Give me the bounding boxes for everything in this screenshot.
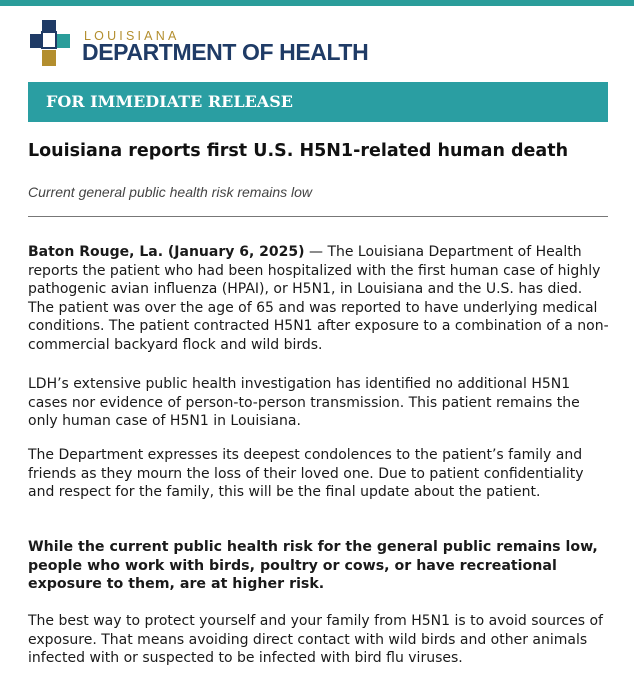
article-subhead: Current general public health risk remains low (28, 184, 313, 200)
article-headline: Louisiana reports first U.S. H5N1-related human death (28, 141, 569, 161)
paragraph-4-emphasis: While the current public health risk for the general public remains low, people who work with birds, poultry or cows, or have recreational exposure to them, are at higher risk. (28, 539, 598, 592)
dateline: Baton Rouge, La. (January 6, 2025) (28, 244, 305, 260)
logo-state-text: LOUISIANA (84, 29, 180, 43)
paragraph-1-text: — The Louisiana Department of Health reports the patient who had been hospitalized with the first human case of highly pathogenic avian influenza (HPAI), or H5N1, in Louisiana and the U.S. has died. The patient was over the age of 65 and was reported to have underlying medical conditions. The patient contracted H5N1 after exposure to a combination of a non-commercial backyard flock and wild birds. (28, 244, 609, 353)
release-banner: FOR IMMEDIATE RELEASE (28, 82, 608, 122)
ldh-logo-icon (30, 20, 70, 66)
logo-department-text: DEPARTMENT OF HEALTH (82, 39, 369, 65)
paragraph-5: The best way to protect yourself and your family from H5N1 is to avoid sources of exposure. That means avoiding direct contact with wild birds and other animals infected with or suspected to be infected with bird flu viruses. (28, 613, 603, 666)
paragraph-1 (28, 243, 610, 354)
divider (28, 216, 608, 217)
paragraph-3: The Department expresses its deepest condolences to the patient’s family and friends as they mourn the loss of their loved one. Due to patient confidentiality and respect for the family, this will be the final update about the patient. (28, 447, 584, 500)
paragraph-2: LDH’s extensive public health investigation has identified no additional H5N1 cases nor evidence of person-to-person transmission. This patient remains the only human case of H5N1 in Louisiana. (28, 376, 580, 429)
header (0, 6, 634, 74)
